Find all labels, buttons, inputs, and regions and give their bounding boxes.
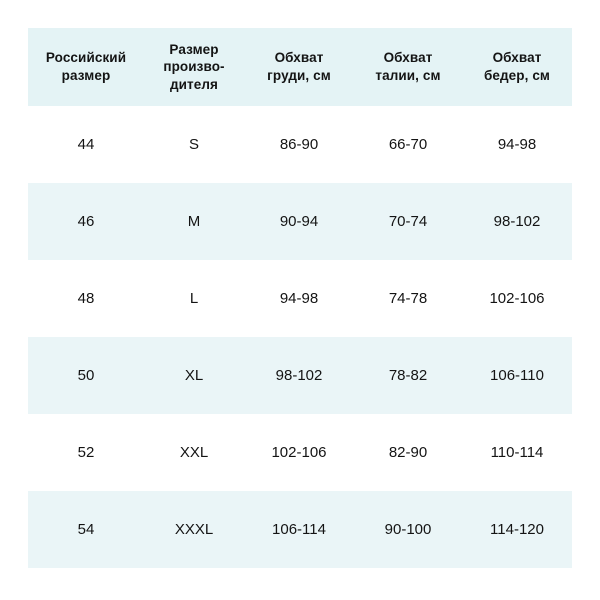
size-chart-table: [28, 28, 572, 568]
table-row: [28, 183, 572, 260]
cell-hips: 98-102: [462, 183, 572, 260]
cell-waist: 66-70: [354, 106, 462, 183]
cell-manufacturer-size: XL: [144, 337, 244, 414]
cell-manufacturer-size: XXL: [144, 414, 244, 491]
column-header-line: груди, см: [267, 68, 331, 83]
cell-waist: 78-82: [354, 337, 462, 414]
cell-chest: 86-90: [244, 106, 354, 183]
cell-russian-size: 50: [28, 337, 144, 414]
cell-manufacturer-size: XXXL: [144, 491, 244, 568]
column-header-line: бедер, см: [483, 68, 551, 83]
column-header-line: размер: [61, 68, 111, 83]
column-header-waist: [354, 28, 462, 106]
cell-russian-size: 46: [28, 183, 144, 260]
cell-russian-size: 48: [28, 260, 144, 337]
column-header-line: талии, см: [375, 68, 441, 83]
cell-chest: 94-98: [244, 260, 354, 337]
cell-waist: 82-90: [354, 414, 462, 491]
table-row: [28, 414, 572, 491]
cell-manufacturer-size: M: [144, 183, 244, 260]
cell-russian-size: 44: [28, 106, 144, 183]
column-header-line: произво-: [163, 59, 225, 75]
cell-hips: 106-110: [462, 337, 572, 414]
cell-russian-size: 52: [28, 414, 144, 491]
column-header-line: дителя: [169, 76, 219, 92]
cell-waist: 74-78: [354, 260, 462, 337]
cell-hips: 110-114: [462, 414, 572, 491]
column-header-manufacturer-size: [144, 28, 244, 106]
table-row: [28, 106, 572, 183]
table-body: [28, 106, 572, 568]
cell-chest: 106-114: [244, 491, 354, 568]
table-row: [28, 491, 572, 568]
column-header-line: Обхват: [274, 50, 324, 66]
cell-chest: 98-102: [244, 337, 354, 414]
cell-chest: 102-106: [244, 414, 354, 491]
column-header-line: Размер: [169, 41, 219, 57]
cell-waist: 90-100: [354, 491, 462, 568]
column-header-russian-size: [28, 28, 144, 106]
table-row: [28, 260, 572, 337]
cell-hips: 102-106: [462, 260, 572, 337]
cell-manufacturer-size: S: [144, 106, 244, 183]
column-header-line: Российский: [45, 50, 127, 66]
column-header-hips: [462, 28, 572, 106]
cell-chest: 90-94: [244, 183, 354, 260]
table-header-row: [28, 28, 572, 106]
cell-hips: 94-98: [462, 106, 572, 183]
cell-manufacturer-size: L: [144, 260, 244, 337]
cell-hips: 114-120: [462, 491, 572, 568]
table-header: [28, 28, 572, 106]
cell-russian-size: 54: [28, 491, 144, 568]
cell-waist: 70-74: [354, 183, 462, 260]
column-header-line: Обхват: [492, 50, 542, 66]
column-header-line: Обхват: [383, 50, 433, 66]
table-row: [28, 337, 572, 414]
column-header-chest: [244, 28, 354, 106]
